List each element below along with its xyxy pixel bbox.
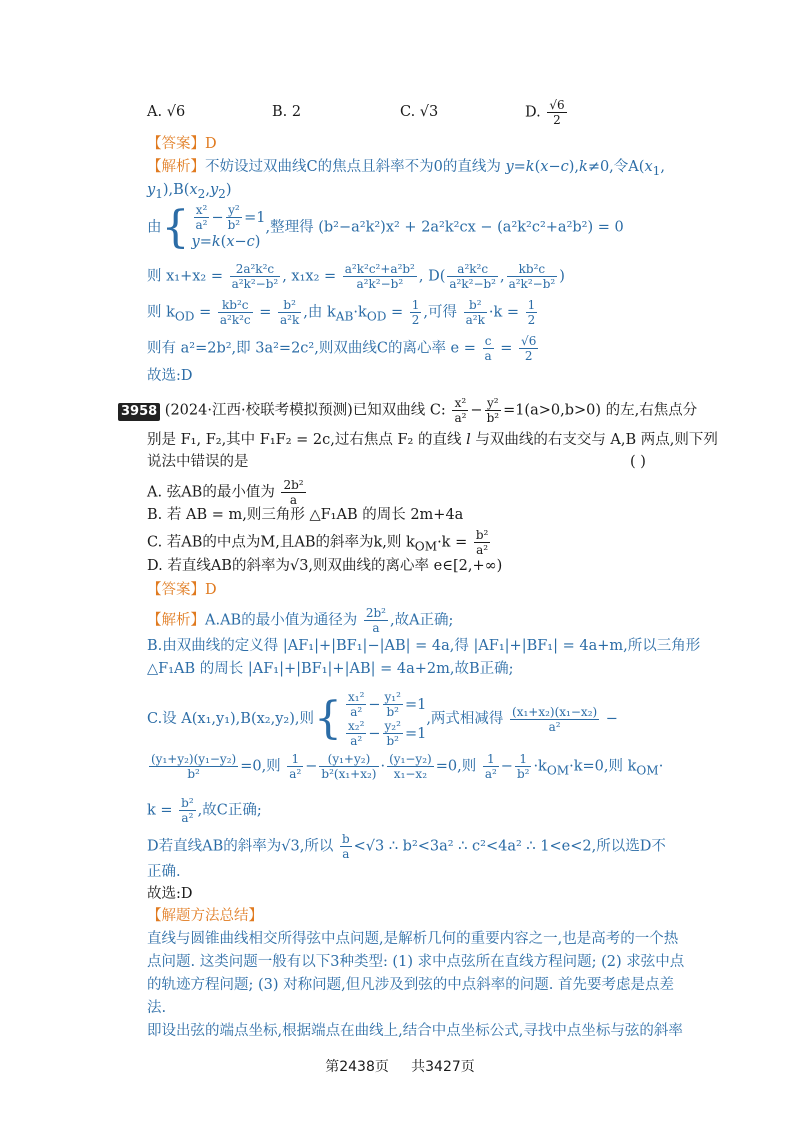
question-stem-1: 3958 (2024·江西·校联考模拟预测)已知双曲线 C: $\frac{\text{x²}}{\text{a²}}$ − $\frac{\text{y²}}{\text{b²}}$ =1(a>0,b>0) 的左,右焦点分	[118, 396, 697, 425]
q-analysis-label: 【解析】	[147, 612, 205, 629]
option-a: A. √6	[147, 104, 186, 120]
analysis-line-5: 则 $k_{OD}$ = $\frac{\text{kb²c}}{\text{a²k²c}}$ = $\frac{\text{b²}}{\text{a²k}}$ ,由 $k_{AB}\cdot k_{OD}$ = $\frac{1}{2}$ ,可得 $\frac{\text{b²}}{\text{a²k}}$ ·k = $\frac{1}{2}$	[147, 298, 536, 327]
option-d: D. $\frac{√6}{2}$	[525, 98, 565, 127]
method-line-1: 直线与圆锥曲线相交所得弦中点问题,是解析几何的重要内容之一,也是高考的一个热	[147, 931, 679, 947]
q-final-answer: 故选:D	[147, 886, 193, 902]
q-option-d: D. 若直线AB的斜率为√3,则双曲线的离心率 e∈[2,+∞)	[147, 558, 503, 574]
method-line-4: 法.	[147, 1000, 167, 1016]
answer-label: 【答案】	[147, 136, 205, 152]
analysis-line-7: 故选:D	[147, 368, 193, 384]
q-option-c: C. 若AB的中点为M,且AB的斜率为k,则 $k_{OM}\cdot k$ = $\frac{\text{b²}}{\text{a²}}$	[147, 528, 489, 557]
method-line-2: 点问题. 这类问题一般有以下3种类型: (1) 求中点弦所在直线方程问题; (2) 求弦中点	[147, 954, 685, 970]
page-number: 第2438页	[325, 1059, 389, 1075]
analysis-line-3: 由{ $\frac{\text{x²}}{\text{a²}}$ − $\frac{\text{y²}}{\text{b²}}$ =1 y=k(x−c),整理得 (b²−a²k²)x² + 2a²k²cx − (a²k²c²+a²b²) = 0	[147, 201, 624, 253]
page-total: 共3427页	[411, 1059, 475, 1075]
q-option-b: B. 若 AB = m,则三角形 △F₁AB 的周长 2m+4a	[147, 507, 464, 523]
q-analysis-c1: C.设 A(x₁,y₁),B(x₂,y₂),则{ $\frac{\text{x₁²}}{\text{a²}}$ − $\frac{\text{y₁²}}{\text{b²}}$ =1 $\frac{\text{x₂²}}{\text{a²}}$ − $\frac{\text{y₂²}}{\text{b²}}$ =1,两式相减得 $\frac{\text{(x₁+x₂)(x₁−x₂)}}{\text{a²}}$ −	[147, 690, 618, 748]
analysis-label: 【解析】	[147, 159, 205, 175]
q-answer-label: 【答案】	[147, 582, 205, 598]
answer-line	[147, 134, 217, 154]
question-number: 3958	[118, 403, 160, 421]
q-answer-value: D	[205, 582, 217, 598]
answer-bracket: ( )	[630, 454, 646, 470]
q-analysis-a: 【解析】A.AB的最小值为通径为 $\frac{\text{2b²}}{a}$ ,故A正确;	[147, 606, 454, 635]
q-answer-line	[147, 580, 217, 600]
option-c: C. √3	[400, 104, 439, 120]
method-line-5: 即设出弦的端点坐标,根据端点在曲线上,结合中点坐标公式,寻找中点坐标与弦的斜率	[147, 1023, 683, 1039]
q-analysis-d2: 正确.	[147, 864, 181, 880]
q-analysis-d1: D若直线AB的斜率为√3,所以 $\frac{b}{a}$ <√3 ∴ b²<3a² ∴ c²<4a² ∴ 1<e<2,所以选D不	[147, 832, 666, 861]
analysis-line-2: $y_1),B(x_2,y_2)$	[147, 182, 232, 201]
q-analysis-b2: △F₁AB 的周长 |AF₁|+|BF₁|+|AB| = 4a+2m,故B正确;	[147, 661, 514, 677]
q-option-a: A. 弦AB的最小值为 $\frac{\text{2b²}}{a}$	[147, 478, 304, 507]
question-stem-3: 说法中错误的是	[147, 454, 249, 470]
q-analysis-c2: $\frac{\text{(y₁+y₂)(y₁−y₂)}}{\text{b²}}$ =0,则 $\frac{1}{\text{a²}}$ − $\frac{\text{(y₁+y₂)}}{\text{b²(x₁+x₂)}}$ · $\frac{\text{(y₁−y₂)}}{\text{x₁−x₂}}$ =0,则 $\frac{1}{\text{a²}}$ − $\frac{1}{\text{b²}}$ $\cdot k_{OM}\cdot k=0$,则 $k_{OM}\cdot$	[151, 752, 664, 781]
analysis-line-4: 则 x₁+x₂ = $\frac{\text{2a²k²c}}{\text{a²k²−b²}}$ , x₁x₂ = $\frac{\text{a²k²c²+a²b²}}{\text{a²k²−b²}}$ , D( $\frac{\text{a²k²c}}{\text{a²k²−b²}}$ , $\frac{\text{kb²c}}{\text{a²k²−b²}}$ )	[147, 262, 565, 291]
page-footer	[0, 1056, 800, 1076]
option-b: B. 2	[272, 104, 302, 120]
method-label: 【解题方法总结】	[147, 908, 263, 924]
analysis-line-6: 则有 a²=2b²,即 3a²=2c²,则双曲线C的离心率 e = $\frac{c}{a}$ = $\frac{√6}{2}$	[147, 334, 537, 363]
q-analysis-b1: B.由双曲线的定义得 |AF₁|+|BF₁|−|AB| = 4a,得 |AF₁|+|BF₁| = 4a+m,所以三角形	[147, 638, 701, 654]
analysis-line-1: 【解析】不妨设过双曲线C的焦点且斜率不为0的直线为 y=k(x−c),k≠0,令$A(x_1$,	[147, 159, 665, 178]
answer-value: D	[205, 136, 217, 152]
question-stem-2: 别是 F₁, F₂,其中 F₁F₂ = 2c,过右焦点 F₂ 的直线 l 与双曲线的右支交与 A,B 两点,则下列	[147, 432, 718, 448]
method-line-3: 的轨迹方程问题; (3) 对称问题,但凡涉及到弦的中点斜率的问题. 首先要考虑是点差	[147, 977, 674, 993]
q-analysis-c3: k = $\frac{\text{b²}}{\text{a²}}$ ,故C正确;	[147, 796, 262, 825]
